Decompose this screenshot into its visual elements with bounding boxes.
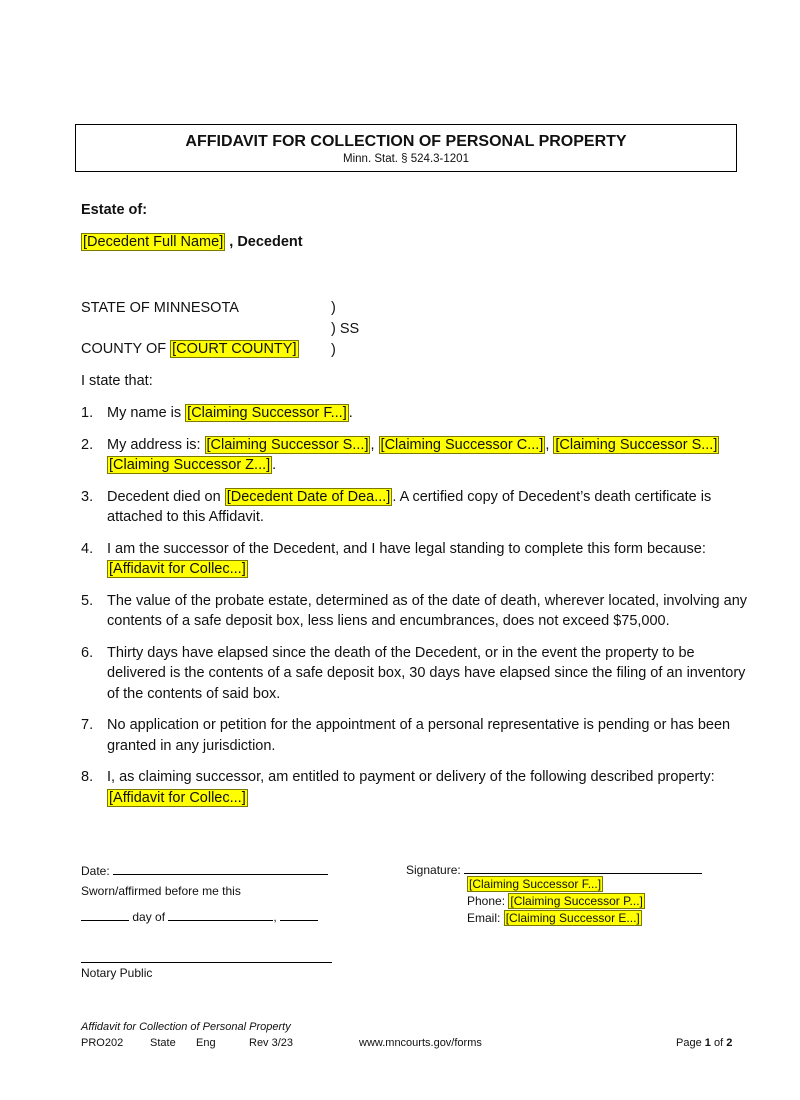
- footer-website: www.mncourts.gov/forms: [359, 1037, 482, 1049]
- list-item: 6. Thirty days have elapsed since the death of the Decedent, or in the event the property to be delivered is the contents of a safe deposit box, 30 days have elapsed since the filing of an inventory of the contents of said box.: [81, 644, 746, 702]
- state-label: STATE OF MINNESOTA: [81, 300, 239, 316]
- email-line: [467, 911, 642, 925]
- footer-revision: Rev 3/23: [249, 1037, 294, 1049]
- list-item: 4. I am the successor of the Decedent, and I have legal standing to complete this form because: [Affidavit for Collec...]: [81, 540, 706, 577]
- signature-blank[interactable]: [464, 861, 702, 874]
- list-item: 3. Decedent died on [Decedent Date of Dea...] . A certified copy of Decedent’s death certificate is attached to this Affidavit.: [81, 488, 712, 525]
- venue-ss: ) SS: [331, 321, 360, 337]
- signer-name-line: [467, 877, 603, 891]
- standing-reason-field[interactable]: [Affidavit for Collec...]: [109, 561, 246, 577]
- form-title-box: [75, 124, 737, 172]
- footer-language: Eng: [196, 1037, 216, 1049]
- claimant-street-field[interactable]: [Claiming Successor S...]: [206, 436, 369, 453]
- decedent-name-field[interactable]: [Decedent Full Name]: [83, 234, 224, 250]
- footer-form-code: PRO202: [81, 1037, 124, 1049]
- statute-citation: Minn. Stat. § 524.3-1201: [343, 153, 469, 165]
- venue-paren-3: ): [331, 342, 336, 358]
- county-line: [81, 341, 299, 357]
- date-label: Date:: [81, 864, 110, 878]
- intro-text: I state that:: [81, 373, 153, 389]
- day-blank[interactable]: [81, 908, 129, 921]
- phone-line: [467, 894, 645, 908]
- claimant-city-field[interactable]: [Claiming Successor C...]: [380, 436, 544, 453]
- statement-list: [81, 403, 751, 808]
- date-of-death-field[interactable]: [Decedent Date of Dea...]: [226, 488, 391, 505]
- email-label: Email:: [467, 911, 501, 925]
- list-item: 8. I, as claiming successor, am entitled to payment or delivery of the following described property: [Affidavit for Collec...]: [81, 769, 715, 806]
- list-item: 7. No application or petition for the appointment of a personal representative is pending or has been granted in any jurisdiction.: [81, 717, 731, 754]
- property-description-field[interactable]: [Affidavit for Collec...]: [109, 789, 246, 806]
- list-item: 1. My name is [Claiming Successor F...] .: [81, 405, 353, 421]
- venue-paren-1: ): [331, 300, 336, 316]
- email-field[interactable]: [Claiming Successor E...]: [505, 911, 640, 925]
- phone-field[interactable]: [Claiming Successor P...]: [510, 894, 643, 908]
- claimant-state-field[interactable]: [Claiming Successor S...]: [555, 436, 718, 453]
- signature-label: Signature:: [406, 863, 461, 877]
- sworn-text: Sworn/affirmed before me this: [81, 884, 241, 898]
- form-title: AFFIDAVIT FOR COLLECTION OF PERSONAL PROPERTY: [185, 133, 627, 150]
- day-of-line: day of ,: [81, 908, 318, 924]
- signature-line: [406, 861, 702, 877]
- month-blank[interactable]: [168, 908, 273, 921]
- list-item: 5. The value of the probate estate, determined as of the date of death, wherever located, involving any contents of a safe deposit box, less liens and encumbrances, does not exceed $75,000.: [81, 592, 748, 629]
- footer-form-title: Affidavit for Collection of Personal Property: [81, 1021, 291, 1033]
- estate-label: Estate of:: [81, 202, 148, 218]
- notary-signature-line[interactable]: [81, 962, 332, 963]
- claimant-zip-field[interactable]: [Claiming Successor Z...]: [109, 457, 271, 473]
- decedent-suffix: , Decedent: [229, 234, 303, 250]
- date-line: [81, 862, 328, 878]
- court-county-field[interactable]: [COURT COUNTY]: [172, 341, 297, 357]
- decedent-line: [81, 234, 303, 250]
- page-number: Page 1 of 2: [676, 1037, 733, 1049]
- phone-label: Phone:: [467, 894, 506, 908]
- list-item: 2. My address is: [Claiming Successor S...] , [Claiming Successor C...] , [Claiming Successor S...] [Claiming Successor Z...] .: [81, 436, 718, 473]
- year-blank[interactable]: [280, 908, 318, 921]
- county-prefix: COUNTY OF: [81, 341, 167, 357]
- date-blank[interactable]: [113, 862, 328, 875]
- claimant-name-field[interactable]: [Claiming Successor F...]: [187, 405, 347, 421]
- signer-name-field[interactable]: [Claiming Successor F...]: [469, 877, 602, 891]
- notary-label: Notary Public: [81, 966, 153, 980]
- footer-state: State: [150, 1037, 176, 1049]
